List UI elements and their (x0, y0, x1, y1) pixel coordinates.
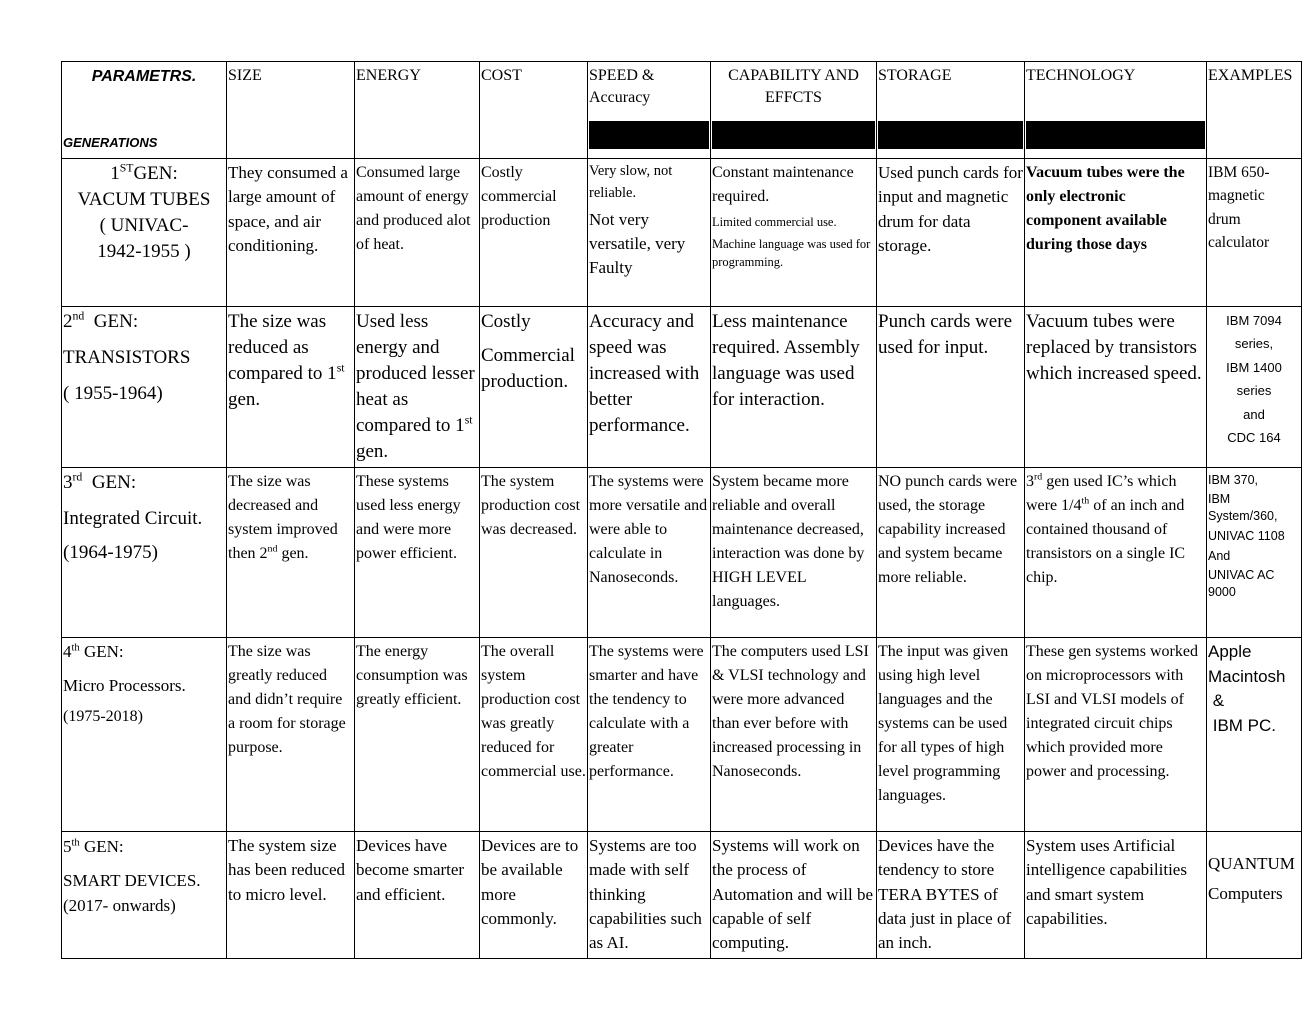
header-black-bar (878, 121, 1023, 149)
gen3-energy: These systems used less energy and were more power efficient. (355, 468, 480, 638)
header-black-bar (589, 121, 709, 149)
gen2-energy-a: Used less energy and produced lesser heat as compared to 1 (356, 311, 475, 437)
gen1-sup: ST (119, 161, 134, 175)
gen3-size-sup: nd (267, 543, 278, 555)
gen5-cost: Devices are to be available more commonly. (480, 832, 588, 958)
gen5-energy: Devices have become smarter and efficient. (355, 832, 480, 958)
gen2-energy-sup: st (464, 413, 473, 427)
gen2-size-cell (227, 307, 355, 468)
gen2-sup: nd (72, 309, 85, 323)
gen1-name: VACUM TUBES (77, 189, 211, 211)
gen1-capability-cell (711, 159, 877, 307)
gen3-tech-b: gen used IC’s which were 1/4 (1026, 473, 1177, 515)
gen4-years: (1975-2018) (63, 707, 143, 725)
gen4-num: 4 (63, 642, 72, 662)
gen2-size-b: gen. (228, 389, 261, 411)
header-technology: TECHNOLOGY (1026, 67, 1136, 84)
gen3-ex-2: IBM System/360, (1208, 491, 1278, 524)
gen4-ex-3: IBM PC. (1208, 716, 1277, 736)
gen3-ex-1: IBM 370, (1208, 473, 1259, 488)
gen5-ex-2: Computers (1208, 884, 1283, 904)
header-black-bar (1026, 121, 1205, 149)
gen2-energy-b: gen. (356, 441, 389, 463)
gen1-speed-2: Not very versatile, very Faulty (589, 209, 686, 278)
gen5-name: SMART DEVICES. (63, 870, 201, 890)
gen1-label: GEN: (133, 163, 178, 184)
header-capability-cell (711, 62, 877, 159)
gen1-years: 1942-1955 ) (97, 241, 191, 263)
gen5-technology: System uses Artificial intelligence capabilities and smart system capabilities. (1025, 832, 1207, 958)
gen4-name: Micro Processors. (63, 676, 186, 696)
gen2-num: 2 (63, 311, 73, 332)
gen5-label: GEN: (79, 837, 124, 857)
gen2-ex-3: and (1243, 406, 1265, 422)
header-speed: SPEED & Accuracy (589, 67, 655, 107)
header-storage: STORAGE (878, 67, 952, 84)
gen4-row (62, 638, 1302, 832)
gen4-storage: The input was given using high level languages and the systems can be used for all types of high level programming languages. (877, 638, 1025, 832)
gen3-tech-a: 3 (1026, 473, 1034, 491)
gen4-technology: These gen systems worked on microprocessors with LSI and VLSI models of integrated circuit chips which provided more power and processing. (1025, 638, 1207, 832)
gen3-tech-c: of an inch and contained thousand of transistors on a single IC chip. (1026, 497, 1186, 587)
generations-table (61, 61, 1302, 959)
gen3-name: Integrated Circuit. (63, 508, 203, 530)
gen4-examples-cell (1207, 638, 1302, 832)
gen2-cost-cell (480, 307, 588, 468)
gen3-sup: rd (72, 470, 83, 484)
gen1-generation-cell (62, 159, 227, 307)
header-cost-cell (480, 62, 588, 159)
gen1-size: They consumed a large amount of space, and air conditioning. (227, 159, 355, 307)
gen5-storage: Devices have the tendency to store TERA BYTES of data just in place of an inch. (877, 832, 1025, 958)
gen1-speed-cell (588, 159, 711, 307)
header-energy-cell (355, 62, 480, 159)
header-energy: ENERGY (356, 67, 421, 84)
gen1-cap-2: Limited commercial use. (712, 215, 837, 229)
gen5-num: 5 (63, 837, 72, 857)
gen1-cap-1: Constant maintenance required. (712, 164, 854, 205)
header-parameters: PARAMETRS. (91, 68, 197, 85)
gen4-generation-cell (62, 638, 227, 832)
gen3-size-cell (227, 468, 355, 638)
gen3-speed: The systems were more versatile and were able to calculate in Nanoseconds. (588, 468, 711, 638)
gen1-storage: Used punch cards for input and magnetic drum for data storage. (877, 159, 1025, 307)
gen3-ex-5: UNIVAC AC 9000 (1208, 567, 1275, 600)
gen3-cost: The system production cost was decreased. (480, 468, 588, 638)
gen5-size: The system size has been reduced to micro level. (227, 832, 355, 958)
gen2-capability: Less maintenance required. Assembly language was used for interaction. (711, 307, 877, 468)
gen2-name: TRANSISTORS (63, 347, 191, 369)
document-page (61, 61, 1302, 959)
header-size-cell (227, 62, 355, 159)
gen2-speed: Accuracy and speed was increased with better performance. (588, 307, 711, 468)
gen1-cost: Costly commercial production (480, 159, 588, 307)
gen1-technology: Vacuum tubes were the only electronic component available during those days (1025, 159, 1207, 307)
gen4-sup: th (71, 642, 80, 654)
gen3-storage: NO punch cards were used, the storage capability increased and system became more reliable. (877, 468, 1025, 638)
gen3-capability: System became more reliable and overall maintenance decreased, interaction was done by HIGH LEVEL languages. (711, 468, 877, 638)
gen5-ex-1: QUANTUM (1208, 854, 1295, 874)
gen2-label: GEN: (84, 311, 139, 332)
gen3-label: GEN: (82, 472, 137, 494)
gen5-speed: Systems are too made with self thinking capabilities such as AI. (588, 832, 711, 958)
gen5-sup: th (71, 837, 80, 849)
gen2-row (62, 307, 1302, 468)
gen3-row (62, 468, 1302, 638)
gen1-examples: IBM 650- magnetic drum calculator (1207, 159, 1302, 307)
gen1-speed-1: Very slow, not reliable. (589, 163, 673, 201)
gen2-technology: Vacuum tubes were replaced by transistors which increased speed. (1025, 307, 1207, 468)
gen3-size-a: The size was decreased and system improved then 2 (228, 473, 338, 563)
header-parameters-cell (62, 62, 227, 159)
header-capability: CAPABILITY AND EFFCTS (728, 67, 859, 107)
header-generations: GENERATIONS (63, 134, 158, 150)
gen4-capability: The computers used LSI & VLSI technology and were more advanced than ever before with increased processing in Nanoseconds. (711, 638, 877, 832)
header-storage-cell (877, 62, 1025, 159)
gen3-tech-sup1: rd (1034, 471, 1043, 483)
gen2-energy-cell (355, 307, 480, 468)
gen4-energy: The energy consumption was greatly efficient. (355, 638, 480, 832)
header-technology-cell (1025, 62, 1207, 159)
gen5-generation-cell (62, 832, 227, 958)
gen2-ex-2: IBM 1400 series (1226, 359, 1282, 399)
gen2-size-a: The size was reduced as compared to 1 (228, 311, 337, 385)
header-examples: EXAMPLES (1208, 67, 1293, 84)
gen2-examples-cell (1207, 307, 1302, 468)
gen4-cost: The overall system production cost was greatly reduced for commercial use. (480, 638, 588, 832)
gen2-storage: Punch cards were used for input. (877, 307, 1025, 468)
gen3-generation-cell (62, 468, 227, 638)
gen5-years: (2017- onwards) (63, 896, 176, 916)
gen4-label: GEN: (79, 642, 124, 662)
gen2-ex-4: CDC 164 (1227, 429, 1281, 445)
gen5-examples-cell (1207, 832, 1302, 958)
gen3-years: (1964-1975) (63, 542, 158, 564)
gen1-row (62, 159, 1302, 307)
gen1-cap-3: Machine language was used for programming. (712, 237, 871, 270)
header-examples-cell (1207, 62, 1302, 159)
gen1-energy: Consumed large amount of energy and produced alot of heat. (355, 159, 480, 307)
gen2-ex-1: IBM 7094 series, (1226, 313, 1282, 352)
gen5-capability: Systems will work on the process of Automation and will be capable of self computing. (711, 832, 877, 958)
gen3-ex-4: And (1208, 549, 1231, 564)
header-row (62, 62, 1302, 159)
gen1-num: 1 (110, 163, 120, 184)
gen4-ex-2: & (1208, 691, 1225, 711)
gen3-num: 3 (63, 472, 73, 494)
gen2-cost-1: Costly (481, 311, 531, 332)
header-black-bar (712, 121, 875, 149)
gen4-ex-1: Apple Macintosh (1208, 642, 1286, 686)
gen4-size: The size was greatly reduced and didn’t require a room for storage purpose. (227, 638, 355, 832)
gen3-technology-cell (1025, 468, 1207, 638)
gen2-size-sup: st (336, 361, 345, 375)
gen3-size-b: gen. (277, 545, 309, 563)
gen2-generation-cell (62, 307, 227, 468)
header-cost: COST (481, 67, 522, 84)
header-speed-cell (588, 62, 711, 159)
gen2-cost-2: Commercial production. (481, 345, 575, 393)
gen3-tech-sup2: th (1081, 495, 1090, 507)
gen5-row (62, 832, 1302, 958)
gen1-example-sys: ( UNIVAC- (99, 215, 189, 237)
header-size: SIZE (228, 67, 262, 84)
gen3-examples-cell (1207, 468, 1302, 638)
gen4-speed: The systems were smarter and have the tendency to calculate with a greater performance. (588, 638, 711, 832)
gen3-ex-3: UNIVAC 1108 (1208, 528, 1285, 543)
gen2-years: ( 1955-1964) (63, 383, 163, 405)
